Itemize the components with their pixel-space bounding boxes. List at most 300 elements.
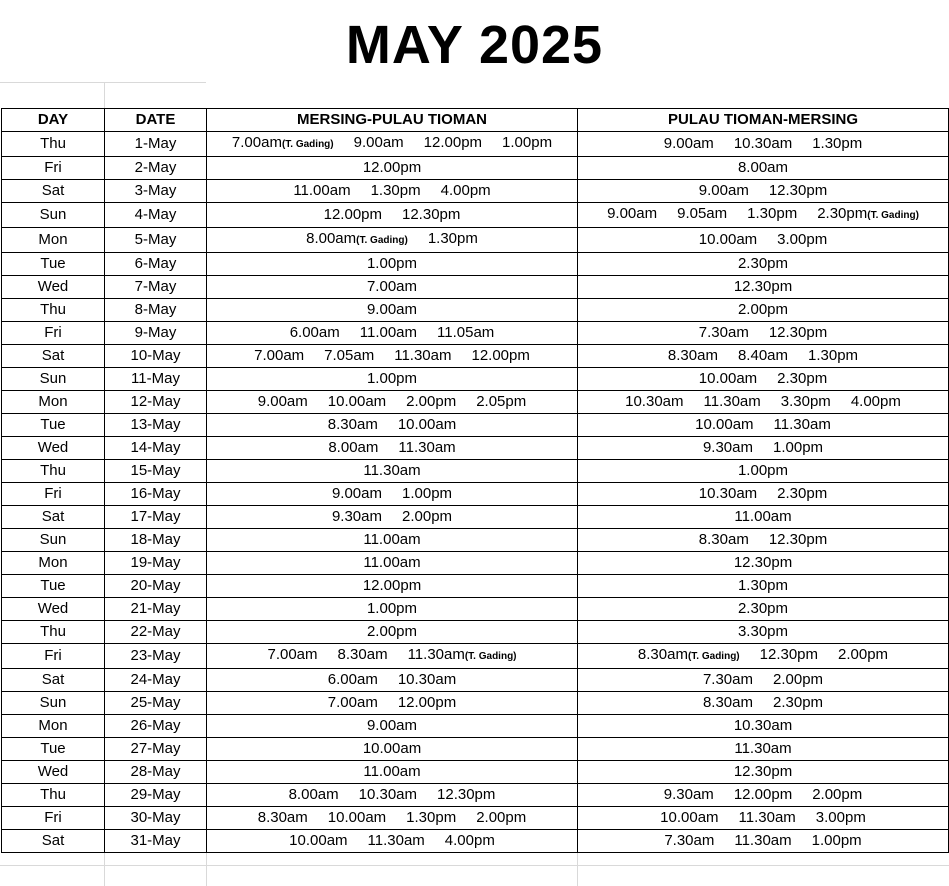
- day-cell: Fri: [2, 483, 105, 506]
- day-cell: Thu: [2, 784, 105, 807]
- departure-time: [812, 133, 862, 155]
- date-cell: 14-May: [105, 437, 207, 460]
- day-cell: Sun: [2, 692, 105, 715]
- departure-time: [773, 692, 823, 714]
- outbound-times-cell: [207, 483, 578, 506]
- time-value: 3.30pm: [737, 623, 789, 640]
- table-row: [2, 180, 949, 203]
- departure-time: [738, 345, 788, 367]
- table-row: [2, 669, 949, 692]
- time-value: 9.30am: [331, 508, 382, 525]
- departure-time: [406, 391, 456, 413]
- departure-time: [324, 204, 382, 226]
- time-value: 10.30am: [358, 786, 418, 803]
- date-cell: 20-May: [105, 575, 207, 598]
- time-value: 1.00pm: [737, 462, 789, 479]
- time-value: 1.30pm: [808, 347, 859, 364]
- time-value: 11.30am: [407, 646, 465, 663]
- outbound-times-cell: [207, 414, 578, 437]
- date-cell: 1-May: [105, 132, 207, 157]
- time-value: 2.30pm: [773, 694, 824, 711]
- departure-time: [293, 180, 350, 202]
- return-times-cell: [578, 368, 949, 391]
- outbound-times-cell: [207, 830, 578, 853]
- time-value: 11.30am: [734, 740, 792, 757]
- departure-time: [363, 157, 421, 179]
- departure-time: [817, 203, 919, 227]
- table-row: [2, 414, 949, 437]
- departure-time: [258, 807, 308, 829]
- departure-time: [734, 761, 792, 783]
- time-value: 8.30am: [327, 416, 378, 433]
- date-cell: 26-May: [105, 715, 207, 738]
- table-row: [2, 368, 949, 391]
- time-value: 4.00pm: [850, 393, 901, 410]
- departure-time: [738, 621, 788, 643]
- time-value: 9.00am: [331, 485, 382, 502]
- time-value: 9.00am: [366, 717, 418, 734]
- return-times-cell: [578, 692, 949, 715]
- table-row: [2, 460, 949, 483]
- table-row: [2, 598, 949, 621]
- time-value: 7.30am: [698, 324, 749, 341]
- departure-time: [703, 669, 753, 691]
- time-value: 2.00pm: [773, 671, 824, 688]
- time-value: 2.00pm: [406, 393, 457, 410]
- day-cell: Sun: [2, 203, 105, 228]
- day-cell: Thu: [2, 132, 105, 157]
- departure-time: [695, 414, 753, 436]
- day-cell: Thu: [2, 621, 105, 644]
- date-cell: 17-May: [105, 506, 207, 529]
- time-value: 10.00am: [698, 370, 758, 387]
- time-value: 10.30am: [733, 135, 793, 152]
- departure-time: [734, 830, 791, 852]
- time-value: 10.30am: [625, 393, 684, 410]
- departure-time: [738, 598, 788, 620]
- departure-time: [367, 299, 417, 321]
- day-cell: Tue: [2, 253, 105, 276]
- time-value: 9.00am: [698, 182, 749, 199]
- time-value: 2.00pm: [737, 301, 789, 318]
- time-value: 11.00am: [293, 182, 351, 199]
- time-value: 10.30am: [733, 717, 793, 734]
- time-value: 1.00pm: [366, 600, 418, 617]
- departure-time: [371, 180, 421, 202]
- return-times-cell: [578, 414, 949, 437]
- outbound-times-cell: [207, 299, 578, 322]
- return-times-cell: [578, 322, 949, 345]
- time-value: 11.30am: [398, 439, 456, 456]
- time-value: 11.30am: [367, 832, 425, 849]
- day-cell: Mon: [2, 391, 105, 414]
- grid-line: [104, 82, 105, 108]
- time-value: 9.05am: [677, 205, 728, 222]
- return-times-cell: [578, 598, 949, 621]
- day-cell: Wed: [2, 598, 105, 621]
- return-times-cell: [578, 830, 949, 853]
- time-value: 12.30pm: [733, 763, 793, 780]
- outbound-times-cell: [207, 157, 578, 180]
- time-value: 1.30pm: [737, 577, 789, 594]
- table-row: [2, 761, 949, 784]
- time-value: 2.00pm: [838, 646, 889, 663]
- day-cell: Mon: [2, 228, 105, 253]
- departure-time: [739, 807, 796, 829]
- time-value: 8.30am: [667, 347, 718, 364]
- time-value: 10.00am: [660, 809, 719, 826]
- outbound-header: MERSING-PULAU TIOMAN: [207, 109, 578, 132]
- departure-time: [367, 276, 417, 298]
- outbound-times-cell: [207, 692, 578, 715]
- departure-time: [328, 807, 386, 829]
- departure-time: [734, 738, 791, 760]
- date-cell: 24-May: [105, 669, 207, 692]
- day-cell: Tue: [2, 738, 105, 761]
- departure-time: [445, 830, 495, 852]
- time-value: 10.00am: [397, 416, 457, 433]
- departure-time: [363, 552, 420, 574]
- departure-time: [703, 437, 753, 459]
- day-cell: Wed: [2, 276, 105, 299]
- departure-time: [332, 506, 382, 528]
- departure-time: [398, 669, 456, 691]
- outbound-times-cell: [207, 621, 578, 644]
- schedule-body: [2, 132, 949, 853]
- time-value: 3.30pm: [780, 393, 831, 410]
- return-times-cell: [578, 345, 949, 368]
- departure-time: [838, 644, 888, 666]
- header-row: [2, 109, 949, 132]
- time-value: 2.00pm: [402, 508, 453, 525]
- return-times-cell: [578, 203, 949, 228]
- time-value: 1.30pm: [812, 135, 863, 152]
- time-value: 2.30pm: [737, 255, 789, 272]
- departure-time: [607, 203, 657, 225]
- grid-line: [0, 82, 206, 83]
- return-times-cell: [578, 460, 949, 483]
- departure-time: [437, 322, 494, 344]
- time-value: 7.00am: [254, 347, 305, 364]
- date-cell: 15-May: [105, 460, 207, 483]
- time-value: 10.00am: [698, 231, 758, 248]
- outbound-times-cell: [207, 575, 578, 598]
- time-value: 3.00pm: [777, 231, 828, 248]
- time-value: 2.05pm: [476, 393, 527, 410]
- departure-time: [747, 203, 797, 225]
- departure-time: [704, 391, 761, 413]
- outbound-times-cell: [207, 276, 578, 299]
- return-times-cell: [578, 228, 949, 253]
- table-row: [2, 483, 949, 506]
- day-cell: Sat: [2, 669, 105, 692]
- day-cell: Fri: [2, 807, 105, 830]
- date-cell: 7-May: [105, 276, 207, 299]
- departure-time: [699, 229, 757, 251]
- departure-time: [476, 807, 526, 829]
- departure-time: [738, 157, 788, 179]
- departure-time: [738, 253, 788, 275]
- return-header: PULAU TIOMAN-MERSING: [578, 109, 949, 132]
- time-value: 8.00am: [737, 159, 789, 176]
- table-row: [2, 391, 949, 414]
- outbound-times-cell: [207, 669, 578, 692]
- date-cell: 16-May: [105, 483, 207, 506]
- time-value: 12.30pm: [437, 786, 496, 803]
- departure-time: [258, 391, 308, 413]
- time-value: 1.00pm: [402, 485, 453, 502]
- departure-time: [738, 575, 788, 597]
- time-value: 11.00am: [363, 554, 421, 571]
- time-value: 8.30am: [637, 646, 688, 663]
- day-cell: Mon: [2, 715, 105, 738]
- departure-time: [398, 692, 456, 714]
- departure-time: [424, 132, 482, 154]
- day-cell: Fri: [2, 322, 105, 345]
- table-row: [2, 644, 949, 669]
- return-times-cell: [578, 483, 949, 506]
- time-value: 8.30am: [702, 694, 753, 711]
- time-value: 8.30am: [698, 531, 749, 548]
- time-value: 12.30pm: [402, 206, 461, 223]
- time-value: 7.30am: [664, 832, 715, 849]
- return-times-cell: [578, 784, 949, 807]
- departure-time: [773, 437, 823, 459]
- departure-time: [677, 203, 727, 225]
- departure-time: [367, 621, 417, 643]
- time-value: 7.05am: [324, 347, 375, 364]
- departure-time: [406, 807, 456, 829]
- time-value: 12.00pm: [397, 694, 457, 711]
- table-row: [2, 621, 949, 644]
- departure-time: [734, 506, 791, 528]
- departure-time: [328, 414, 378, 436]
- return-times-cell: [578, 575, 949, 598]
- departure-time: [290, 322, 340, 344]
- time-value: 1.30pm: [747, 205, 798, 222]
- time-value: 1.30pm: [406, 809, 457, 826]
- return-times-cell: [578, 276, 949, 299]
- departure-time: [699, 368, 757, 390]
- date-cell: 3-May: [105, 180, 207, 203]
- table-row: [2, 437, 949, 460]
- table-row: [2, 228, 949, 253]
- port-note: (T. Gading): [867, 210, 919, 221]
- date-cell: 13-May: [105, 414, 207, 437]
- departure-time: [328, 391, 386, 413]
- return-times-cell: [578, 621, 949, 644]
- day-cell: Sun: [2, 368, 105, 391]
- departure-time: [699, 322, 749, 344]
- time-value: 2.00pm: [366, 623, 418, 640]
- outbound-times-cell: [207, 738, 578, 761]
- time-value: 9.30am: [702, 439, 753, 456]
- outbound-times-cell: [207, 228, 578, 253]
- table-row: [2, 276, 949, 299]
- time-value: 12.30pm: [768, 324, 828, 341]
- time-value: 11.00am: [734, 508, 792, 525]
- date-cell: 5-May: [105, 228, 207, 253]
- departure-time: [402, 506, 452, 528]
- return-times-cell: [578, 253, 949, 276]
- return-times-cell: [578, 157, 949, 180]
- departure-time: [851, 391, 901, 413]
- date-cell: 22-May: [105, 621, 207, 644]
- port-note: (T. Gading): [464, 651, 517, 662]
- outbound-times-cell: [207, 132, 578, 157]
- port-note: (T. Gading): [356, 235, 408, 246]
- time-value: 12.00pm: [733, 786, 793, 803]
- date-cell: 11-May: [105, 368, 207, 391]
- departure-time: [734, 784, 792, 806]
- outbound-times-cell: [207, 345, 578, 368]
- departure-time: [774, 414, 831, 436]
- time-value: 2.30pm: [737, 600, 789, 617]
- table-row: [2, 506, 949, 529]
- departure-time: [328, 669, 378, 691]
- time-value: 11.00am: [359, 324, 418, 341]
- date-cell: 2-May: [105, 157, 207, 180]
- port-note: (T. Gading): [687, 651, 740, 662]
- departure-time: [734, 552, 792, 574]
- outbound-times-cell: [207, 715, 578, 738]
- time-value: 10.30am: [698, 485, 758, 502]
- time-value: 9.00am: [607, 205, 658, 222]
- outbound-times-cell: [207, 506, 578, 529]
- return-times-cell: [578, 506, 949, 529]
- departure-time: [398, 437, 455, 459]
- day-cell: Fri: [2, 157, 105, 180]
- time-value: 8.30am: [257, 809, 308, 826]
- time-value: 8.00am: [288, 786, 339, 803]
- time-value: 2.30pm: [777, 485, 828, 502]
- time-value: 1.00pm: [811, 832, 862, 849]
- date-cell: 23-May: [105, 644, 207, 669]
- departure-time: [769, 529, 827, 551]
- outbound-times-cell: [207, 644, 578, 669]
- time-value: 2.30pm: [817, 205, 868, 222]
- return-times-cell: [578, 644, 949, 669]
- time-value: 9.30am: [663, 786, 714, 803]
- day-cell: Sat: [2, 180, 105, 203]
- time-value: 4.00pm: [440, 182, 491, 199]
- time-value: 11.30am: [394, 347, 452, 364]
- table-row: [2, 692, 949, 715]
- time-value: 2.00pm: [812, 786, 863, 803]
- ferry-schedule-table: [1, 108, 949, 853]
- time-value: 9.00am: [257, 393, 308, 410]
- time-value: 11.30am: [703, 393, 761, 410]
- date-header: DATE: [105, 109, 207, 132]
- departure-time: [471, 345, 529, 367]
- table-row: [2, 157, 949, 180]
- departure-time: [332, 483, 382, 505]
- departure-time: [769, 322, 827, 344]
- outbound-times-cell: [207, 368, 578, 391]
- time-value: 1.30pm: [427, 230, 478, 247]
- time-value: 8.00am: [328, 439, 379, 456]
- departure-time: [254, 345, 304, 367]
- date-cell: 18-May: [105, 529, 207, 552]
- table-row: [2, 299, 949, 322]
- date-cell: 27-May: [105, 738, 207, 761]
- outbound-times-cell: [207, 460, 578, 483]
- time-value: 7.00am: [327, 694, 378, 711]
- outbound-times-cell: [207, 552, 578, 575]
- departure-time: [328, 692, 378, 714]
- departure-time: [408, 644, 517, 668]
- time-value: 7.00am: [231, 134, 282, 151]
- departure-time: [664, 133, 714, 155]
- departure-time: [289, 830, 347, 852]
- departure-time: [808, 345, 858, 367]
- time-value: 11.30am: [738, 809, 796, 826]
- time-value: 12.00pm: [362, 159, 422, 176]
- time-value: 8.40am: [737, 347, 789, 364]
- day-cell: Mon: [2, 552, 105, 575]
- time-value: 12.30pm: [759, 646, 819, 663]
- day-cell: Thu: [2, 299, 105, 322]
- outbound-times-cell: [207, 784, 578, 807]
- departure-time: [773, 669, 823, 691]
- date-cell: 21-May: [105, 598, 207, 621]
- outbound-times-cell: [207, 391, 578, 414]
- time-value: 12.30pm: [733, 278, 793, 295]
- departure-time: [502, 132, 552, 154]
- table-row: [2, 552, 949, 575]
- departure-time: [437, 784, 495, 806]
- departure-time: [760, 644, 818, 666]
- departure-time: [289, 784, 339, 806]
- outbound-times-cell: [207, 180, 578, 203]
- day-cell: Tue: [2, 414, 105, 437]
- time-value: 12.00pm: [471, 347, 530, 364]
- outbound-times-cell: [207, 598, 578, 621]
- time-value: 2.00pm: [476, 809, 527, 826]
- departure-time: [368, 830, 425, 852]
- departure-time: [267, 644, 317, 666]
- day-cell: Fri: [2, 644, 105, 669]
- table-row: [2, 322, 949, 345]
- departure-time: [664, 784, 714, 806]
- table-row: [2, 529, 949, 552]
- table-row: [2, 807, 949, 830]
- departure-time: [367, 598, 417, 620]
- departure-time: [306, 228, 408, 252]
- table-row: [2, 575, 949, 598]
- departure-time: [699, 529, 749, 551]
- departure-time: [232, 132, 334, 156]
- departure-time: [354, 132, 404, 154]
- time-value: 12.30pm: [768, 182, 828, 199]
- return-times-cell: [578, 552, 949, 575]
- date-cell: 19-May: [105, 552, 207, 575]
- time-value: 11.00am: [363, 531, 421, 548]
- departure-time: [367, 253, 417, 275]
- time-value: 11.00am: [363, 763, 421, 780]
- departure-time: [363, 529, 420, 551]
- time-value: 1.30pm: [370, 182, 421, 199]
- return-times-cell: [578, 180, 949, 203]
- day-cell: Tue: [2, 575, 105, 598]
- departure-time: [394, 345, 451, 367]
- departure-time: [398, 414, 456, 436]
- outbound-times-cell: [207, 761, 578, 784]
- date-cell: 9-May: [105, 322, 207, 345]
- table-row: [2, 253, 949, 276]
- port-note: (T. Gading): [281, 139, 334, 150]
- grid-line: [0, 865, 949, 866]
